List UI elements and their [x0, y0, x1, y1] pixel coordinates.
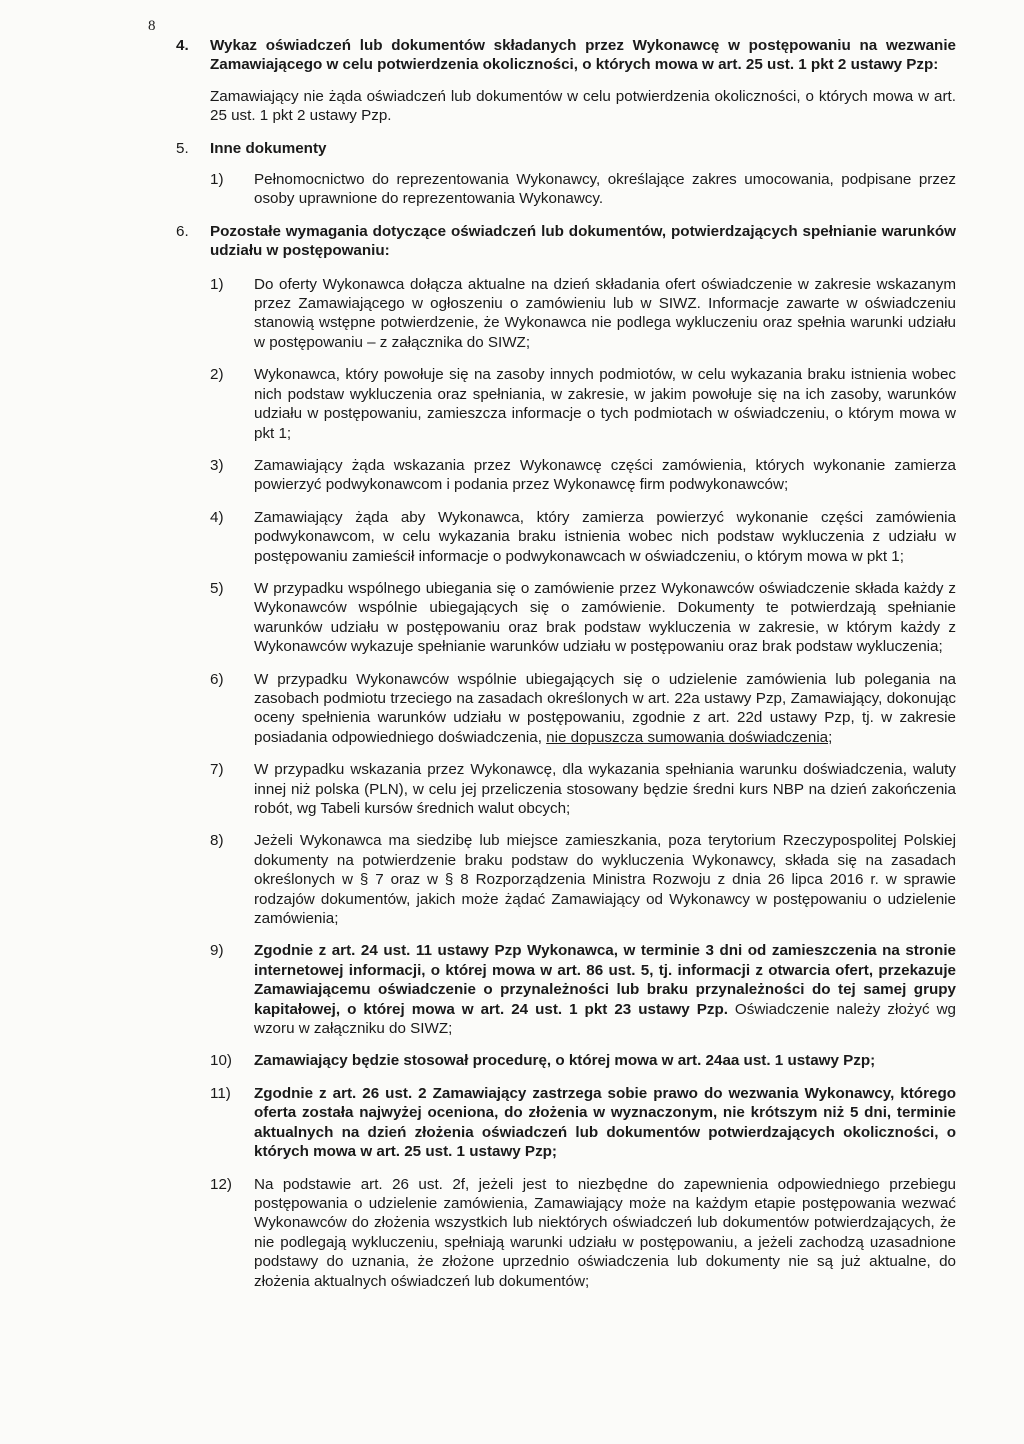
item-number: 12)	[210, 1175, 232, 1193]
item-text: W przypadku wskazania przez Wykonawcę, dla wykazania spełniania warunku doświadczenia, waluty innej niż polska (PLN), w celu jej przeliczenia stosowany będzie średni kurs NBP na dzień zakończenia robót, wg Tabeli kursów średnich walut obcych;	[254, 761, 956, 817]
item-number: 2)	[210, 366, 224, 384]
list-item	[210, 670, 956, 748]
list-item	[210, 1051, 956, 1070]
section-paragraph: Zamawiający nie żąda oświadczeń lub dokumentów w celu potwierdzenia okoliczności, o których mowa w art. 25 ust. 1 pkt 2 ustawy Pzp.	[210, 87, 956, 125]
item-text: Oświadczenie należy złożyć wg wzoru w załączniku do SIWZ;	[254, 1000, 956, 1038]
item-number: 11)	[210, 1084, 231, 1102]
section-title: Pozostałe wymagania dotyczące oświadczeń lub dokumentów, potwierdzających spełnianie warunków udziału w postępowaniu:	[210, 222, 956, 260]
section-number: 4.	[176, 37, 189, 54]
list-item	[210, 508, 956, 566]
section-title: Wykaz oświadczeń lub dokumentów składanych przez Wykonawcę w postępowaniu na wezwanie Zamawiającego w celu potwierdzenia okoliczności, o których mowa w art. 25 ust. 1 pkt 2 ustawy Pzp:	[210, 37, 956, 74]
item-text: Zamawiający żąda wskazania przez Wykonawcę części zamówienia, których wykonanie zamierza powierzyć podwykonawcom i podania przez Wykonawcę firm podwykonawców;	[254, 456, 956, 494]
section-6	[176, 222, 956, 1291]
list-item	[210, 1084, 956, 1162]
item-number: 6)	[210, 670, 224, 688]
item-text: Do oferty Wykonawca dołącza aktualne na dzień składania ofert oświadczenie w zakresie wskazanym przez Zamawiającego w ogłoszeniu o zamówieniu lub w SIWZ. Informacje zawarte w oświadczeniu stanowią wstępne potwierdzenie, że Wykonawca nie podlega wykluczeniu oraz spełnia warunki udziału w postępowaniu – z załącznika do SIWZ;	[254, 275, 956, 351]
item-number: 1)	[210, 171, 224, 189]
list-item	[210, 365, 956, 443]
section-number: 6.	[176, 222, 189, 240]
list-item	[210, 760, 956, 818]
bold-text: Zamawiający będzie stosował procedurę, o której mowa w art. 24aa ust. 1 ustawy Pzp;	[254, 1052, 876, 1070]
item-number: 10)	[210, 1052, 232, 1070]
item-text: Wykonawca, który powołuje się na zasoby innych podmiotów, w celu wykazania braku istnienia wobec nich podstaw wykluczenia oraz spełniania, w zakresie, w jakim powołuje się na ich zasoby, warunków udziału w postępowaniu, zamieszcza informacje o tych podmiotach w oświadczeniu, o którym mowa w pkt 1;	[254, 366, 956, 442]
item-number: 3)	[210, 456, 224, 474]
item-text: Zamawiający żąda aby Wykonawca, który zamierza powierzyć wykonanie części zamówienia podwykonawcom, w celu wykazania braku istnienia wobec nich podstaw wykluczenia z udziału w postępowaniu zamieścił informacje o podwykonawcach w oświadczeniu, o którym mowa w pkt 1;	[254, 508, 956, 565]
bold-text: Zgodnie z art. 24 ust. 11 ustawy Pzp Wykonawca, w terminie 3 dni od zamieszczenia na stronie internetowej informacji, o której mowa w art. 86 ust. 5, tj. informacji z otwarcia ofert, przekazuje Zamawiającemu oświadczenie o przynależności lub braku przynależności do tej samej grupy kapitałowej, o której mowa w art. 24 ust. 1 pkt 23 ustawy Pzp.	[254, 942, 956, 1018]
item-number: 8)	[210, 832, 224, 850]
list-item	[210, 1175, 956, 1291]
item-number: 7)	[210, 761, 224, 779]
section-4	[176, 36, 956, 126]
list-item	[210, 579, 956, 657]
item-number: 9)	[210, 942, 224, 960]
page-number: 8	[148, 18, 156, 34]
list-item	[210, 170, 956, 209]
item-text: Jeżeli Wykonawca ma siedzibę lub miejsce zamieszkania, poza terytorium Rzeczypospolitej Polskiej dokumenty na potwierdzenie braku podstaw do wykluczenia Wykonawcy, składa się na zasadach określonych w § 7 oraz w § 8 Rozporządzenia Ministra Rozwoju z dnia 26 lipca 2016 r. w sprawie rodzajów dokumentów, jakich może żądać Zamawiający od Wykonawcy w postępowaniu o udzielenie zamówienia;	[254, 832, 956, 928]
document-body	[176, 36, 956, 1291]
item-number: 4)	[210, 508, 224, 526]
item-text: W przypadku wspólnego ubiegania się o zamówienie przez Wykonawców oświadczenie składa każdy z Wykonawców wspólnie ubiegających się o zamówienie. Dokumenty te potwierdzają spełnianie warunków udziału w postępowaniu oraz brak podstaw wykluczenia w zakresie, w którym każdy z Wykonawców wykazuje spełnianie warunków udziału w postępowaniu oraz brak podstaw wykluczenia;	[254, 579, 956, 656]
list-item	[210, 831, 956, 928]
section-5	[176, 139, 956, 209]
item-number: 5)	[210, 579, 224, 597]
item-number: 1)	[210, 275, 224, 293]
list-item	[210, 275, 956, 353]
bold-text: Zgodnie z art. 26 ust. 2 Zamawiający zastrzega sobie prawo do wezwania Wykonawcy, którego oferta została najwyżej oceniona, do złożenia w wyznaczonym, nie krótszym niż 5 dni, terminie aktualnych na dzień złożenia oświadczeń lub dokumentów potwierdzających okoliczności, o których mowa w art. 25 ust. 1 ustawy Pzp;	[254, 1084, 956, 1161]
list-item	[210, 456, 956, 495]
underlined-text: nie dopuszcza sumowania doświadczenia;	[546, 728, 833, 746]
list-item	[210, 941, 956, 1038]
section-title: Inne dokumenty	[210, 139, 327, 157]
section-number: 5.	[176, 139, 189, 157]
item-text: W przypadku Wykonawców wspólnie ubiegających się o udzielenie zamówienia lub polegania na zasobach podmiotu trzeciego na zasadach określonych w art. 22a ustawy Pzp, Zamawiający, dokonując oceny spełnienia warunków udziału w postępowaniu, zgodnie z art. 22d ustawy Pzp, tj. w zakresie posiadania odpowiedniego doświadczenia,	[254, 670, 956, 746]
item-text: Pełnomocnictwo do reprezentowania Wykonawcy, określające zakres umocowania, podpisane przez osoby uprawnione do reprezentowania Wykonawcy.	[254, 171, 956, 208]
item-text: Na podstawie art. 26 ust. 2f, jeżeli jest to niezbędne do zapewnienia odpowiedniego przebiegu postępowania o udzielenie zamówienia, Zamawiający może na każdym etapie postępowania wezwać Wykonawców do złożenia wszystkich lub niektórych oświadczeń lub dokumentów potwierdzających, że nie podlegają wykluczeniu, spełniają warunki udziału w postępowaniu, a jeżeli zachodzą uzasadnione podstawy do uznania, że złożone uprzednio oświadczenia lub dokumenty nie są już aktualne, do złożenia aktualnych oświadczeń lub dokumentów;	[254, 1175, 956, 1290]
